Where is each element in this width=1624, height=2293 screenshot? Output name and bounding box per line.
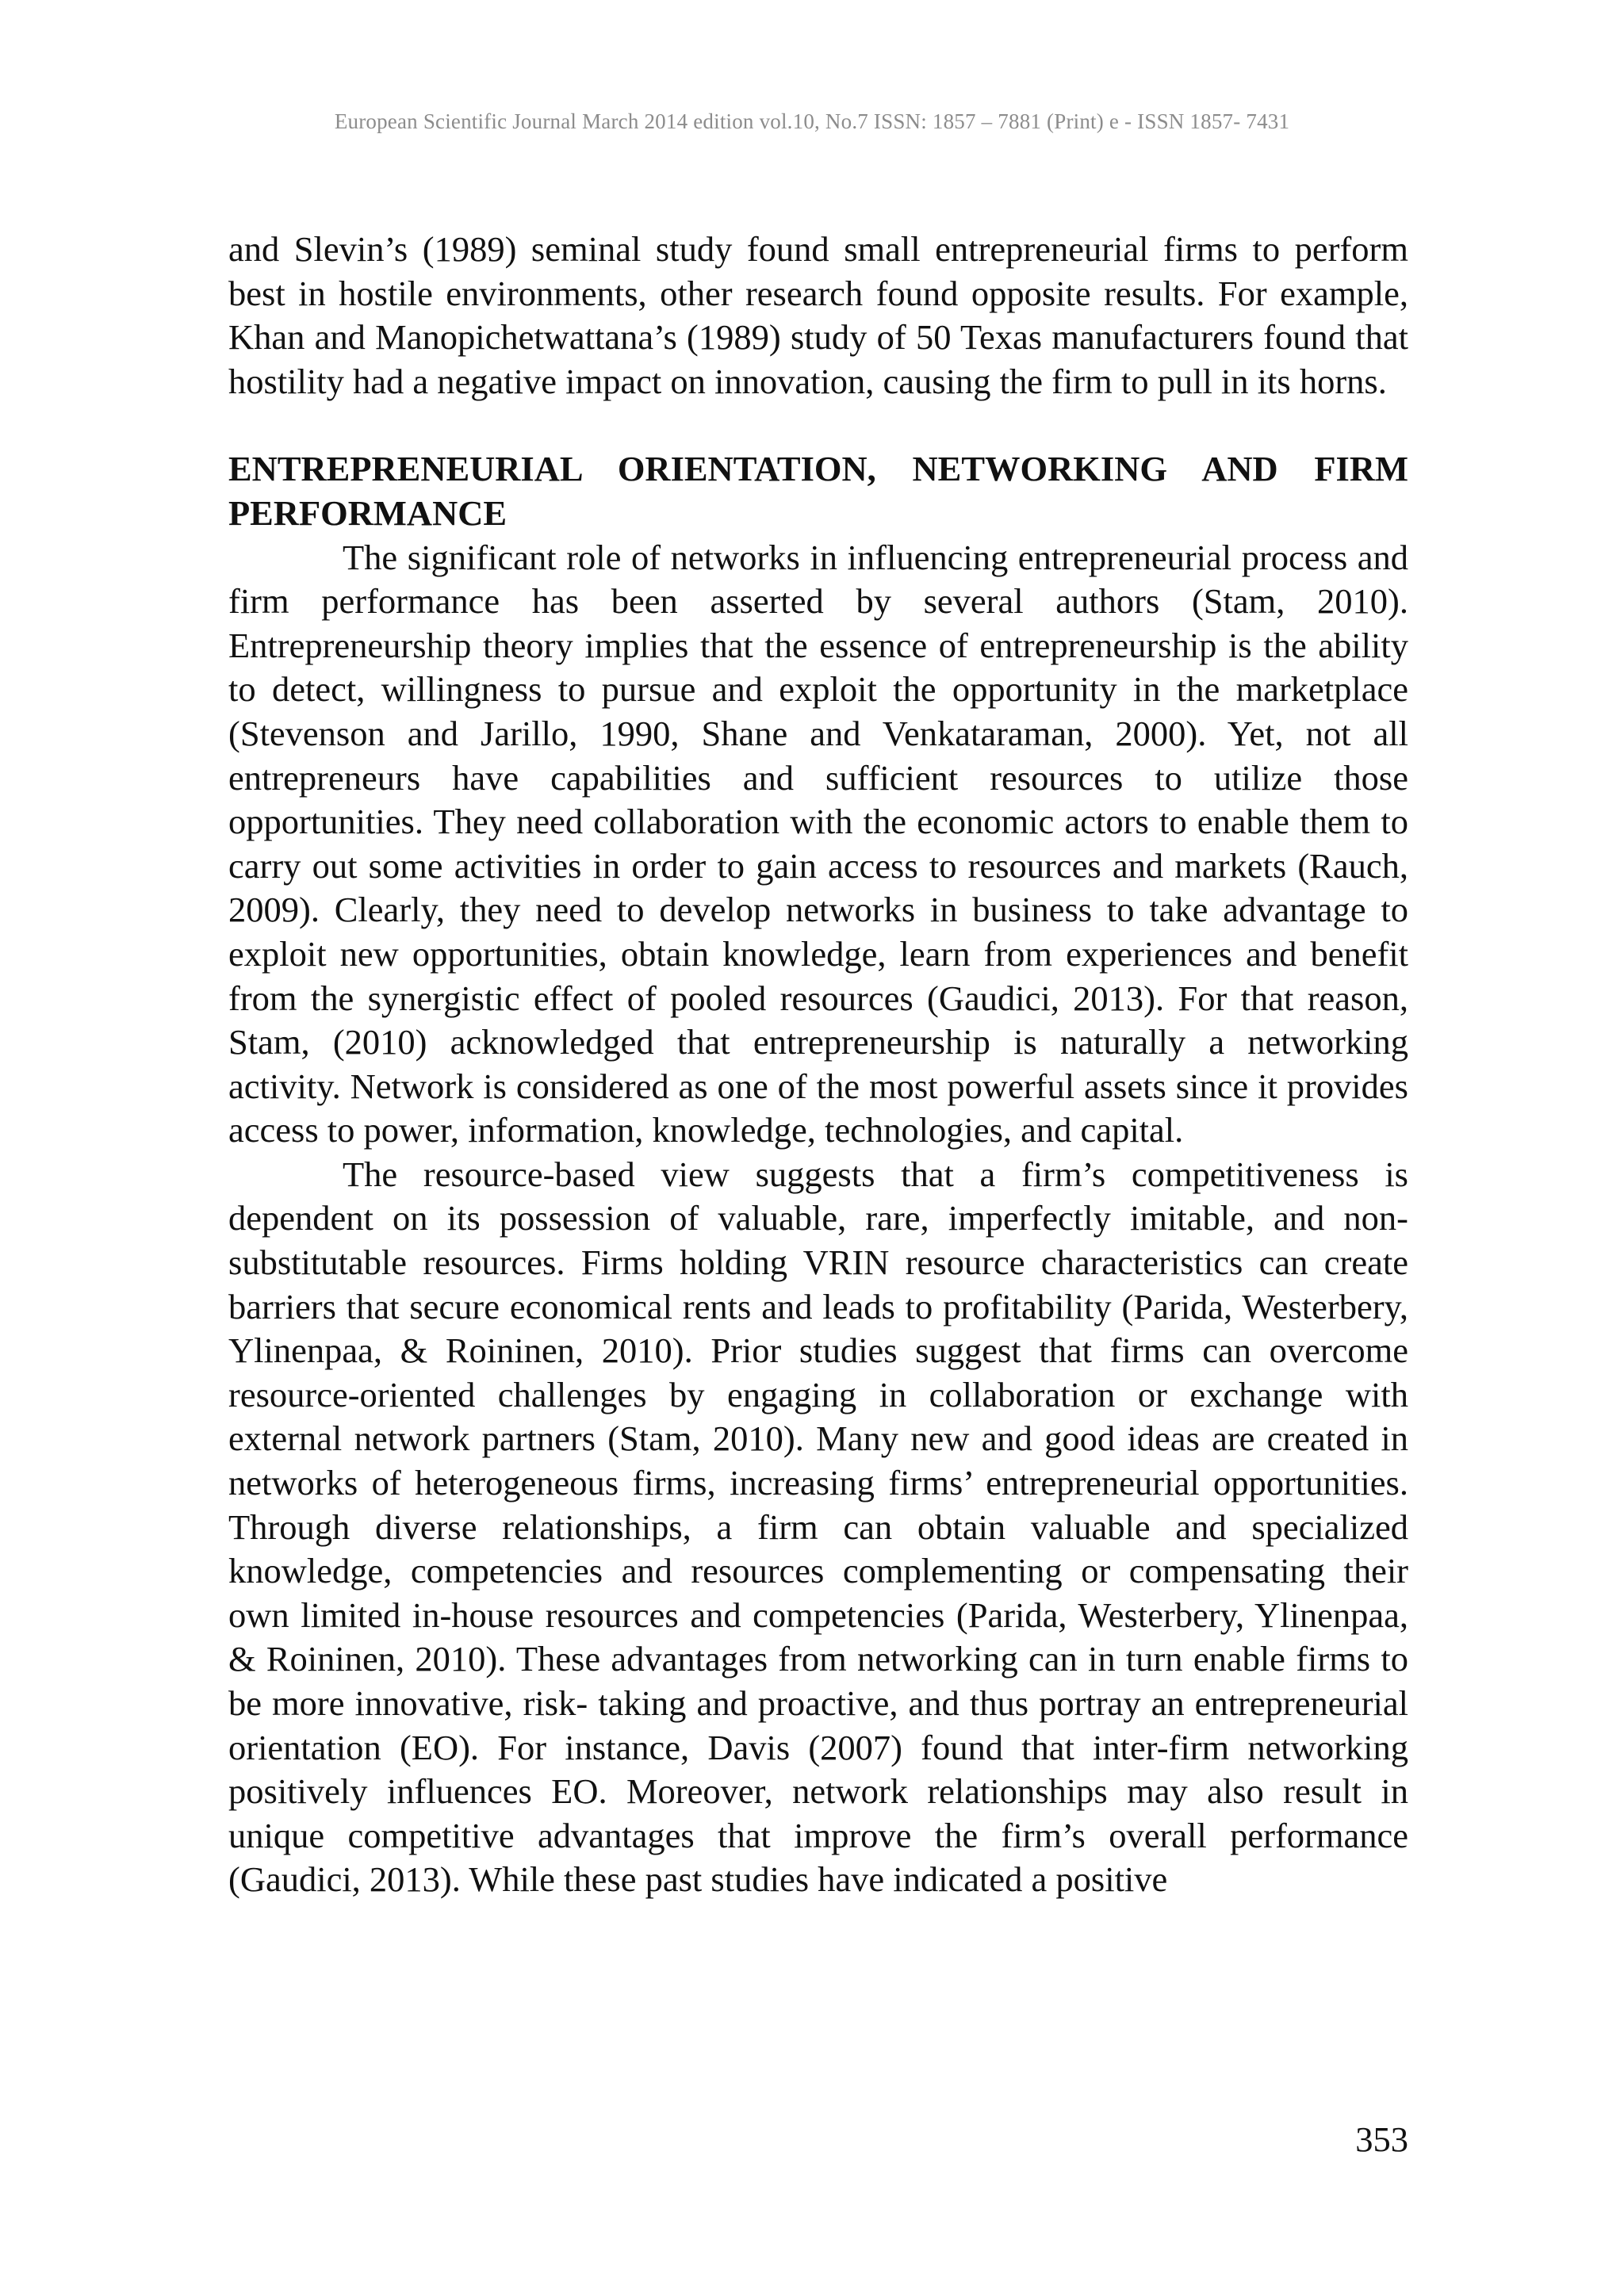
page-number: 353 xyxy=(1355,2119,1408,2159)
body-paragraph-networks: The significant role of networks in influencing entrepreneurial process and firm performance has been asserted by several authors (Stam, 2010). Entrepreneurship theory implies that the essence of entrepreneurship is the ability to detect, willingness to pursue and exploit the opportunity in the marketplace (Stevenson and Jarillo, 1990, Shane and Venkataraman, 2000). Yet, not all entrepreneurs have capabilities and sufficient resources to utilize those opportunities. They need collaboration with the economic actors to enable them to carry out some activities in order to gain access to resources and markets (Rauch, 2009). Clearly, they need to develop networks in business to take advantage to exploit new opportunities, obtain knowledge, learn from experiences and benefit from the synergistic effect of pooled resources (Gaudici, 2013). For that reason, Stam, (2010) acknowledged that entrepreneurship is naturally a networking activity. Network is considered as one of the most powerful assets since it provides access to power, information, knowledge, technologies, and capital. xyxy=(228,537,1408,1150)
section-heading: ENTREPRENEURIAL ORIENTATION, NETWORKING AND FIRM PERFORMANCE xyxy=(228,449,1408,533)
continuation-paragraph: and Slevin’s (1989) seminal study found small entrepreneurial firms to perform best in hostile environments, other research found opposite results. For example, Khan and Manopichetwattana’s (1989) study of 50 Texas manufacturers found that hostility had a negative impact on innovation, causing the firm to pull in its horns. xyxy=(228,229,1408,401)
article-body xyxy=(228,228,1408,1902)
body-paragraph-resource-based-view: The resource-based view suggests that a firm’s competitiveness is dependent on its possession of valuable, rare, imperfectly imitable, and non-substitutable resources. Firms holding VRIN resource characteristics can create barriers that secure economical rents and leads to profitability (Parida, Westerbery, Ylinenpaa, & Roininen, 2010). Prior studies suggest that firms can overcome resource-oriented challenges by engaging in collaboration or exchange with external network partners (Stam, 2010). Many new and good ideas are created in networks of heterogeneous firms, increasing firms’ entrepreneurial opportunities. Through diverse relationships, a firm can obtain valuable and specialized knowledge, competencies and resources complementing or compensating their own limited in-house resources and competencies (Parida, Westerbery, Ylinenpaa, & Roininen, 2010). These advantages from networking can in turn enable firms to be more innovative, risk- taking and proactive, and thus portray an entrepreneurial orientation (EO). For instance, Davis (2007) found that inter-firm networking positively influences EO. Moreover, network relationships may also result in unique competitive advantages that improve the firm’s overall performance (Gaudici, 2013). While these past studies have indicated a positive xyxy=(228,1154,1408,1900)
running-header: European Scientific Journal March 2014 edition vol.10, No.7 ISSN: 1857 – 7881 (Print) e - ISSN 1857- 7431 xyxy=(334,109,1290,133)
